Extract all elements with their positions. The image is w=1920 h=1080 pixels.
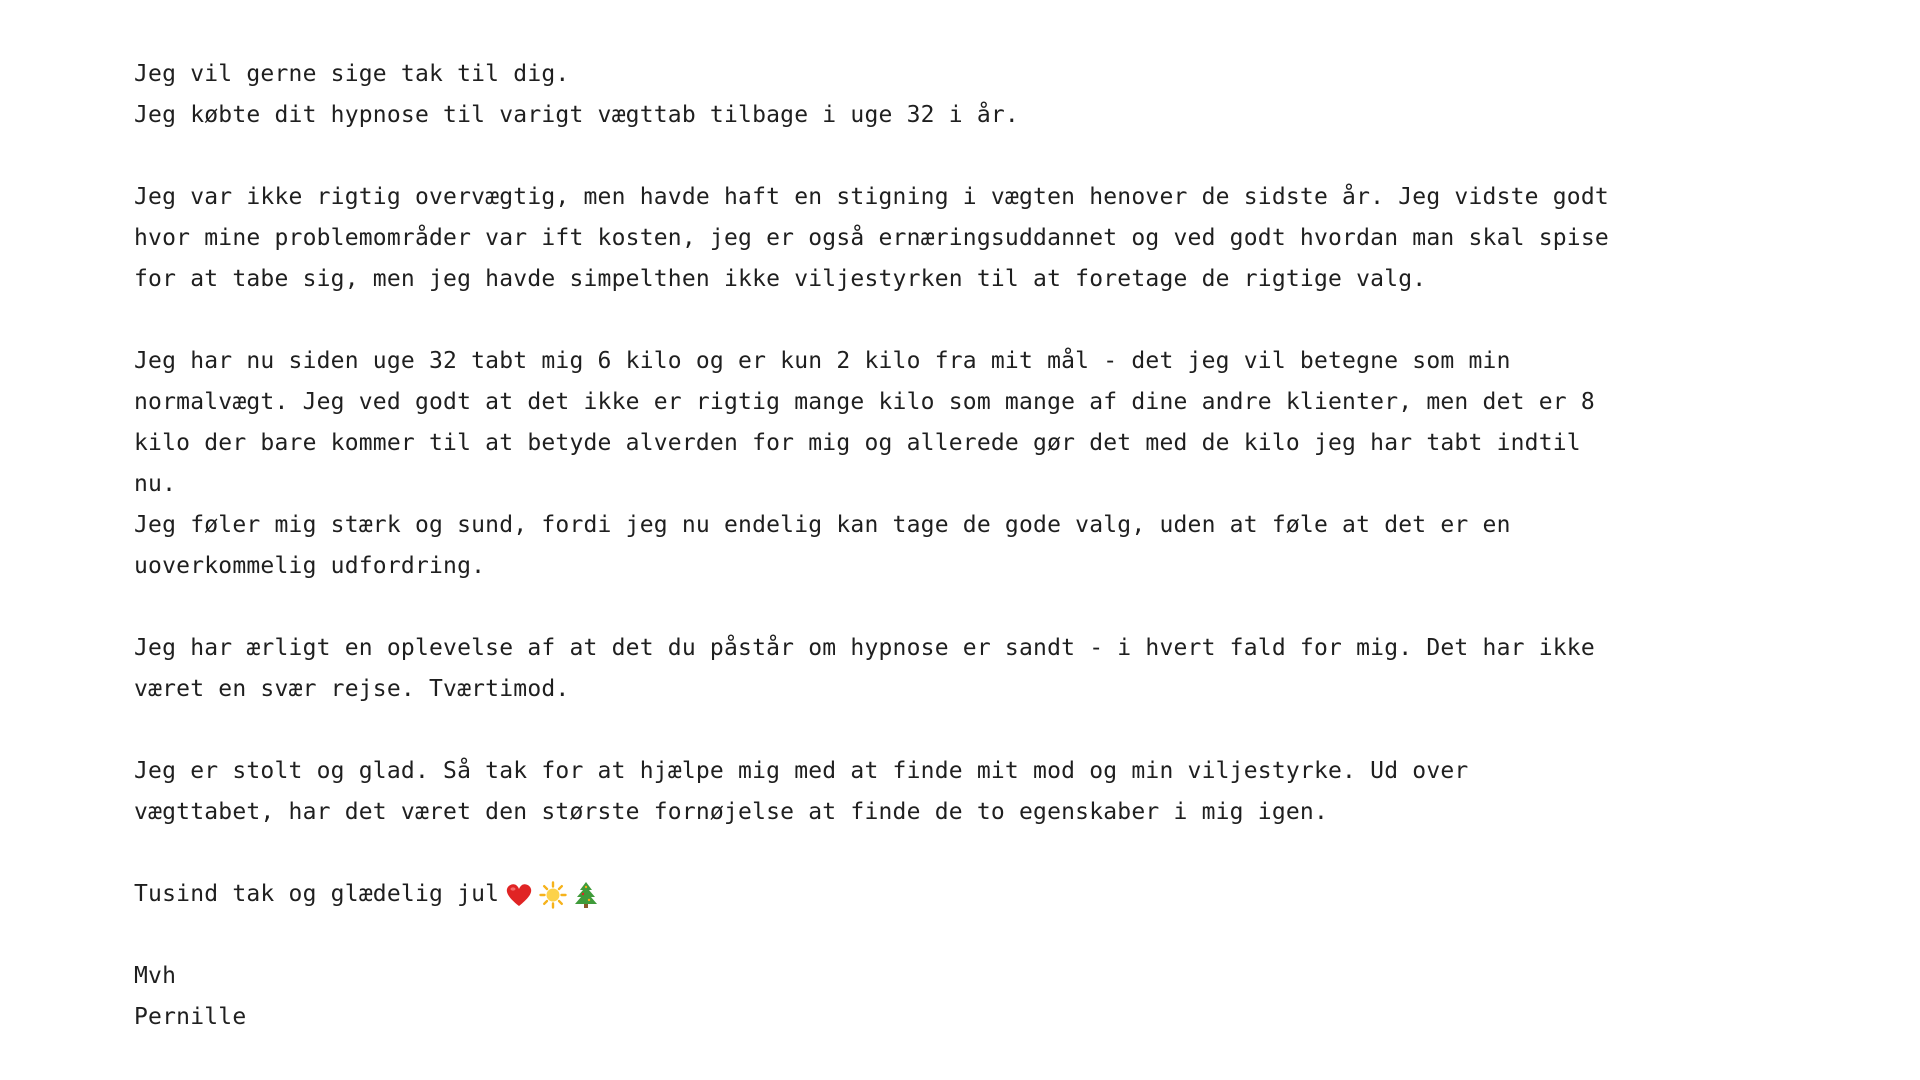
letter-line: Jeg føler mig stærk og sund, fordi jeg nu endelig kan tage de gode valg, uden at føle at det er en <box>134 512 1511 538</box>
paragraph-gap <box>134 136 1774 177</box>
letter-line: normalvægt. Jeg ved godt at det ikke er rigtig mange kilo som mange af dine andre klienter, men det er 8 <box>134 389 1595 415</box>
sun-icon <box>539 881 567 909</box>
paragraph-gap <box>134 833 1774 874</box>
paragraph-gap <box>134 300 1774 341</box>
letter-line: Jeg har nu siden uge 32 tabt mig 6 kilo og er kun 2 kilo fra mit mål - det jeg vil betegne som min <box>134 348 1511 374</box>
letter-line: vægttabet, har det været den største fornøjelse at finde de to egenskaber i mig igen. <box>134 799 1329 825</box>
letter-body <box>134 54 1774 1038</box>
letter-line: Jeg vil gerne sige tak til dig. <box>134 61 570 87</box>
letter-line: uoverkommelig udfordring. <box>134 553 486 579</box>
letter-line: hvor mine problemområder var ift kosten, jeg er også ernæringsuddannet og ved godt hvordan man skal spise <box>134 225 1609 251</box>
letter-line: kilo der bare kommer til at betyde alverden for mig og allerede gør det med de kilo jeg har tabt indtil <box>134 430 1581 456</box>
letter-line: Jeg købte dit hypnose til varigt vægttab tilbage i uge 32 i år. <box>134 102 1019 128</box>
signature-name: Pernille <box>134 1004 247 1030</box>
heart-icon <box>505 882 533 908</box>
letter-line: Jeg har ærligt en oplevelse af at det du påstår om hypnose er sandt - i hvert fald for mig. Det har ikke <box>134 635 1595 661</box>
closing-text: Tusind tak og glædelig jul <box>134 881 500 907</box>
signoff: Mvh <box>134 963 177 989</box>
paragraph-gap <box>134 710 1774 751</box>
closing-line <box>134 874 1774 915</box>
letter-line: Jeg var ikke rigtig overvægtig, men havde haft en stigning i vægten henover de sidste år. Jeg vidste godt <box>134 184 1609 210</box>
letter-line: Jeg er stolt og glad. Så tak for at hjælpe mig med at finde mit mod og min viljestyrke. Ud over <box>134 758 1469 784</box>
letter-line: været en svær rejse. Tværtimod. <box>134 676 570 702</box>
christmas-tree-icon <box>573 881 599 909</box>
paragraph-gap <box>134 587 1774 628</box>
letter-line: for at tabe sig, men jeg havde simpelthen ikke viljestyrken til at foretage de rigtige valg. <box>134 266 1427 292</box>
paragraph-gap <box>134 915 1774 956</box>
letter-line: nu. <box>134 471 177 497</box>
